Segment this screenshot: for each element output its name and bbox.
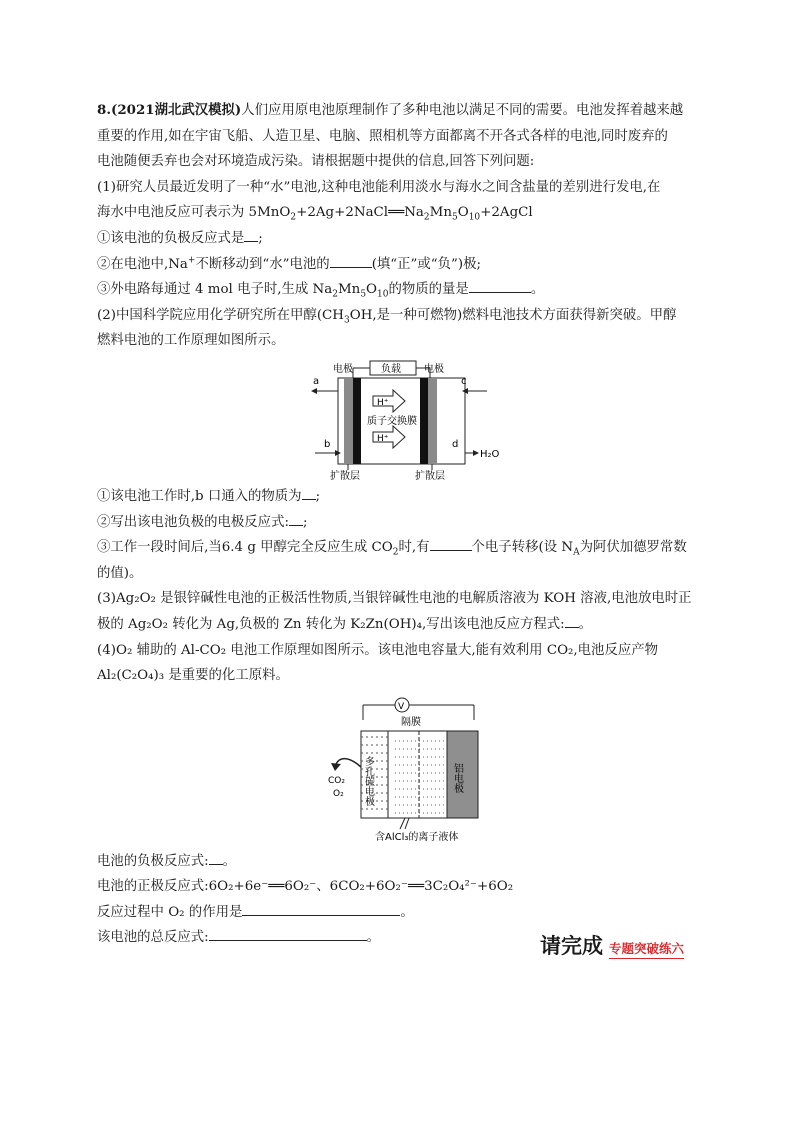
part1-q1: ①该电池的负极反应式是 ; xyxy=(97,226,712,252)
part1-q3-suffix: 的物质的量是 xyxy=(388,282,469,298)
electrode-left-label: 电极 xyxy=(333,363,353,375)
methanol-fuel-cell-diagram xyxy=(97,358,712,480)
part2-q2: ②写出该电池负极的电极反应式: ; xyxy=(97,510,712,536)
part3-line2-text: 极的 Ag₂O₂ 转化为 Ag,负极的 Zn 转化为 K₂Zn(OH)₄,写出该电池反应方程式: xyxy=(97,616,565,632)
port-a-arrow xyxy=(311,388,317,394)
question-number: 8. xyxy=(97,102,111,118)
part1-equation: 海水中电池反应可表示为 $5MnO_2+2Ag+2NaCl══Na_2Mn_5O_{10}+2AgCl$ xyxy=(97,205,533,224)
equation-middle: +2Ag+2NaCl══Na xyxy=(296,205,424,221)
gas-flow-arrowhead xyxy=(331,763,341,771)
h-plus-bottom-label: H⁺ xyxy=(377,433,389,444)
answer-blank[interactable] xyxy=(302,484,316,500)
part2-q3-suffix: 个电子转移(设 N xyxy=(471,540,574,556)
part4-q1: 电池的负极反应式: 。 xyxy=(97,849,712,875)
equation-prefix: 海水中电池反应可表示为 5MnO xyxy=(97,205,291,221)
port-a-label: a xyxy=(313,375,320,387)
co2-label: CO₂ xyxy=(328,775,345,786)
port-d-arrow xyxy=(473,450,479,456)
part3-line-2: 极的 Ag₂O₂ 转化为 Ag,负极的 Zn 转化为 K₂Zn(OH)₄,写出该电池反应方程式: 。 xyxy=(97,612,712,638)
question-source: (2021湖北武汉模拟) xyxy=(110,102,242,118)
carbon-electrode-label: 多孔碳电极 xyxy=(362,755,374,806)
diffusion-right-label: 扩散层 xyxy=(415,470,445,480)
part2-line1-b: OH,是一种可燃物)燃料电池技术方面获得新突破。甲醇 xyxy=(349,307,677,323)
part2-q1-text: ①该电池工作时,b 口通入的物质为 xyxy=(97,488,302,504)
part4-q2: 电池的正极反应式:6O₂+6e⁻══6O₂⁻、6CO₂+6O₂⁻══3C₂O₄²⁻+6O₂ xyxy=(97,879,514,895)
answer-blank[interactable] xyxy=(209,925,367,941)
part2-q3-end: 为阿伏加德罗常数 xyxy=(579,540,687,556)
diffusion-layer-left xyxy=(344,378,353,464)
part2-line-2: 燃料电池的工作原理如图所示。 xyxy=(97,333,285,349)
port-d-label: d xyxy=(452,438,459,450)
fuel-cell-svg xyxy=(97,358,712,480)
equation-end: +2AgCl xyxy=(480,205,533,221)
intro-line-1 xyxy=(97,98,712,124)
answer-blank[interactable] xyxy=(244,226,258,242)
part1-q2: ②在电池中,Na+不断移动到“水”电池的 (填“正”或“负”)极; xyxy=(97,252,712,278)
answer-blank[interactable] xyxy=(289,510,303,526)
part4-q1-text: 电池的负极反应式: xyxy=(97,853,209,869)
answer-blank[interactable] xyxy=(430,535,472,551)
answer-blank[interactable] xyxy=(330,252,372,268)
part1-q3: ③外电路每通过 4 mol 电子时,生成 $Na_2Mn_5O_{10}$的物质的量是 。 xyxy=(97,277,712,303)
part4-q3: 反应过程中 O₂ 的作用是 。 xyxy=(97,900,712,926)
part1-line-1: (1)研究人员最近发明了一种“水”电池,这种电池能利用淡水与海水之间含盐量的差别进行发电,在 xyxy=(97,179,661,195)
part4-q4-text: 该电池的总反应式: xyxy=(97,930,209,946)
port-c-label: c xyxy=(461,375,467,387)
o2-label: O₂ xyxy=(333,788,344,799)
finish-prompt xyxy=(540,930,684,960)
separator-label: 隔膜 xyxy=(401,716,421,728)
aluminum-electrode-label: 铝电极 xyxy=(451,762,463,793)
part4-line-1: (4)O₂ 辅助的 Al-CO₂ 电池工作原理如图所示。该电池电容量大,能有效利用 CO₂,电池反应产物 xyxy=(97,642,659,658)
part2-q3-mid: 时,有 xyxy=(398,540,430,556)
part2-q3: ③工作一段时间后,当6.4 g 甲醇完全反应生成 $CO_2$时,有 个电子转移(设 $N_A$为阿伏加德罗常数 xyxy=(97,535,712,561)
liquid-pointer-2 xyxy=(405,818,409,829)
practice-link[interactable]: 专题突破练六 xyxy=(609,941,684,959)
part4-line-2: Al₂(C₂O₄)₃ 是重要的化工原料。 xyxy=(97,668,289,684)
part1-q2-prefix: ②在电池中,Na xyxy=(97,256,188,272)
al-co2-battery-diagram xyxy=(97,693,712,845)
part2-line1-a: (2)中国科学院应用化学研究所在甲醇(CH xyxy=(97,307,344,323)
electrode-right xyxy=(420,378,428,464)
intro-text-1: 人们应用原电池原理制作了多种电池以满足不同的需要。电池发挥着越来越 xyxy=(241,103,684,118)
part1-q2-mid: 不断移动到“水”电池的 xyxy=(195,256,330,272)
part2-q1: ①该电池工作时,b 口通入的物质为 ; xyxy=(97,484,712,510)
question-page xyxy=(97,98,712,951)
answer-blank[interactable] xyxy=(242,900,400,916)
water-label: H₂O xyxy=(480,448,500,460)
part2-line-1: (2)中国科学院应用化学研究所在甲醇($CH_3OH$,是一种可燃物)燃料电池技术方面获得新突破。甲醇 xyxy=(97,307,677,326)
membrane-label: 质子交换膜 xyxy=(367,415,417,427)
port-b-label: b xyxy=(324,438,331,450)
part3-line-1: (3)Ag₂O₂ 是银锌碱性电池的正极活性物质,当银锌碱性电池的电解质溶液为 KOH 溶液,电池放电时正 xyxy=(97,591,692,607)
liquid-pointer-1 xyxy=(400,818,405,829)
battery-svg xyxy=(97,693,712,845)
answer-blank[interactable] xyxy=(209,849,223,865)
part4-q4: 该电池的总反应式: 。 xyxy=(97,925,712,951)
part1-q2-suffix: (填“正”或“负”)极; xyxy=(371,256,481,272)
electrode-right-label: 电极 xyxy=(424,363,444,375)
part2-q3-line2: 的值)。 xyxy=(97,565,143,581)
part2-q3-prefix: ③工作一段时间后,当6.4 g 甲醇完全反应生成 CO xyxy=(97,540,393,556)
diffusion-left-label: 扩散层 xyxy=(330,470,360,480)
intro-line-2: 重要的作用,如在宇宙飞船、人造卫星、电脑、照相机等方面都离不开各式各样的电池,同时废弃的 xyxy=(97,128,668,144)
ionic-liquid-label: 含AlCl₃的离子液体 xyxy=(375,831,459,843)
load-label: 负载 xyxy=(381,363,401,375)
diffusion-layer-right xyxy=(428,378,437,464)
part2-q2-text: ②写出该电池负极的电极反应式: xyxy=(97,514,289,530)
voltmeter-label: V xyxy=(398,701,405,712)
finish-label: 请完成 xyxy=(540,934,603,958)
intro-line-3: 电池随便丢弃也会对环境造成污染。请根据题中提供的信息,回答下列问题: xyxy=(97,154,535,170)
electrode-left xyxy=(353,378,361,464)
part1-q1-text: ①该电池的负极反应式是 xyxy=(97,230,245,246)
answer-blank[interactable] xyxy=(469,277,531,293)
part4-q3-text: 反应过程中 O₂ 的作用是 xyxy=(97,904,243,920)
h-plus-top-label: H⁺ xyxy=(377,397,389,408)
answer-blank[interactable] xyxy=(565,612,579,628)
part1-q3-prefix: ③外电路每通过 4 mol 电子时,生成 Na xyxy=(97,282,333,298)
